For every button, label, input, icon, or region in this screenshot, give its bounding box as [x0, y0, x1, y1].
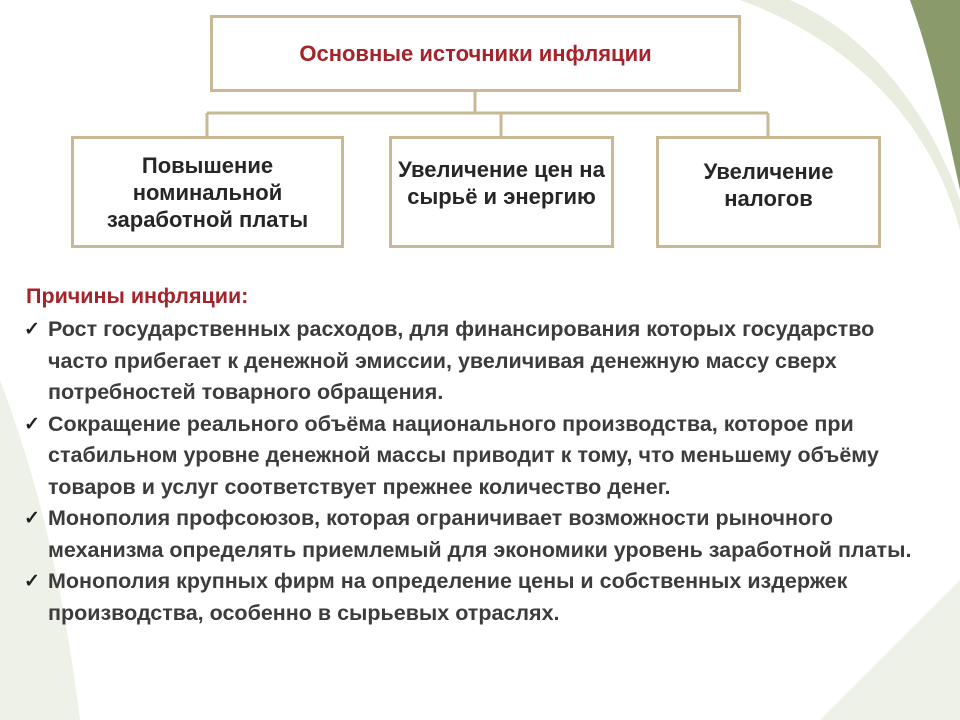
list-item — [24, 566, 929, 629]
list-item-text: Монополия крупных фирм на определение цены и собственных издержек производства, особенно в сырьевых отраслях. — [48, 569, 848, 625]
source-box-taxes — [656, 136, 881, 248]
source-box-raw-materials — [389, 136, 614, 248]
causes-heading: Причины инфляции: — [26, 284, 249, 308]
list-item — [24, 409, 929, 504]
source-box-label: Увеличение цен на сырьё и энергию — [398, 157, 605, 209]
title-box — [210, 15, 741, 92]
checkmark-icon: ✓ — [24, 508, 40, 529]
source-box-wages — [71, 136, 344, 248]
checkmark-icon: ✓ — [24, 319, 40, 340]
list-item-text: Монополия профсоюзов, которая ограничивает возможности рыночного механизма определять приемлемый для экономики уровень заработной платы. — [48, 506, 912, 562]
source-box-label: Увеличение налогов — [703, 159, 834, 211]
list-item-text: Рост государственных расходов, для финансирования которых государство часто прибегает к денежной эмиссии, увеличивая денежную массу сверх потребностей товарного обращения. — [48, 317, 875, 404]
list-item-text: Сокращение реального объёма национального производства, которое при стабильном уровне денежной массы приводит к тому, что меньшему объёму товаров и услуг соответствует прежнее количество денег. — [48, 411, 879, 499]
list-item — [24, 503, 929, 566]
list-item — [24, 314, 929, 409]
checkmark-icon: ✓ — [24, 413, 40, 435]
checkmark-icon: ✓ — [24, 571, 40, 592]
source-box-label: Повышение номинальной заработной платы — [106, 152, 309, 232]
causes-section — [24, 283, 929, 629]
title-box-label: Основные источники инфляции — [299, 40, 652, 66]
